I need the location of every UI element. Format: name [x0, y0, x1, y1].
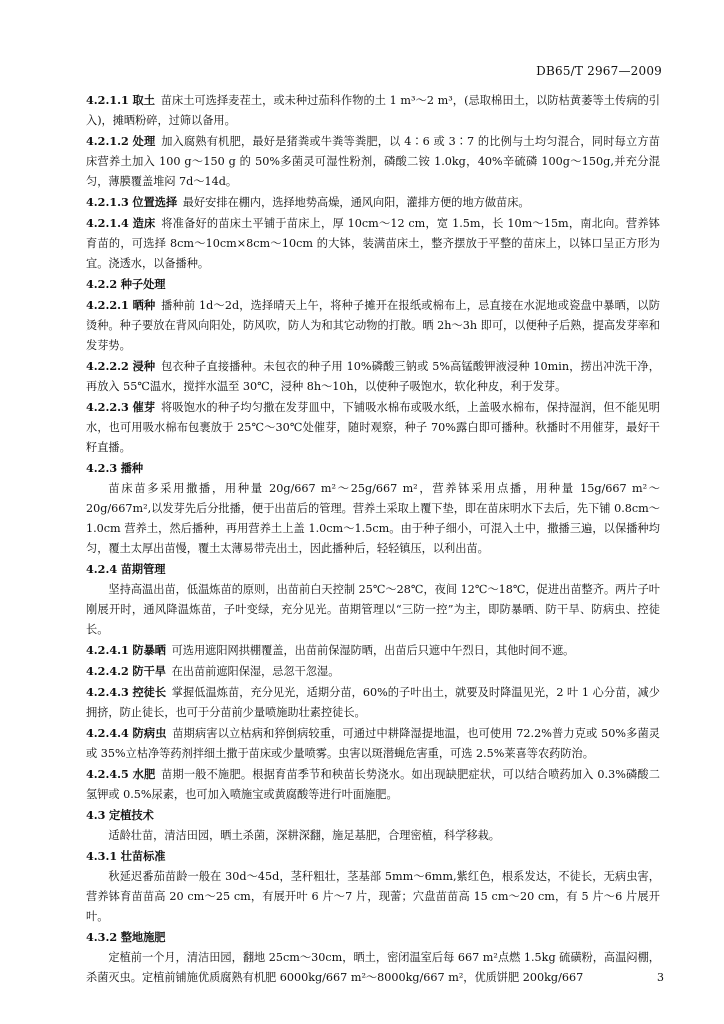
clause-title: 浸种 [132, 359, 156, 373]
clause-title: 催芽 [132, 400, 156, 414]
clause-paragraph [86, 295, 660, 356]
clause-title: 晒种 [132, 298, 156, 312]
paragraph-text: 苗床苗多采用撒播，用种量 20g/667 m²～25g/667 m²，营养钵采用点播，用种量 15g/667 m²～20g/667m²,以发芽先后分批播，便于出苗后的管理。营养土采取上覆下垫，即在苗床明水下去后，先下铺 0.8cm～1.0cm 营养土，然后播种，再用营养土上盖 1.0cm～1.5cm。由于种子细小，可混入土中，撒播三遍，以保播种均匀，覆土太厚出苗慢，覆土太薄易带壳出土，因此播种后，轻轻镇压，以利出苗。 [86, 482, 660, 555]
clause-title: 苗期管理 [120, 562, 166, 576]
document-body [86, 90, 660, 988]
clause-title: 播种 [120, 461, 144, 475]
clause-text: 掌握低温炼苗，充分见光，适期分苗，60%的子叶出土，就要及时降温见光，2 叶 1 心分苗，减少拥挤，防止徒长，也可于分苗前少量喷施助壮素控徒长。 [86, 686, 660, 719]
clause-number: 4.3.2 [86, 930, 118, 944]
clause-title: 防病虫 [132, 726, 167, 740]
clause-paragraph [86, 213, 660, 274]
clause-title: 种子处理 [120, 277, 166, 291]
section-heading [86, 274, 660, 295]
clause-title: 控徒长 [132, 685, 167, 699]
clause-number: 4.3.1 [86, 849, 118, 863]
clause-text: 将准备好的苗床土平铺于苗床上，厚 10cm～12 cm，宽 1.5m，长 10m～15m，南北向。营养钵育苗的，可选择 8cm～10cm×8cm～10cm 的大钵，装满苗床土，整齐摆放于平整的苗床上，以钵口呈正方形为宜。浇透水，以备播种。 [86, 217, 660, 270]
clause-number: 4.2.2 [86, 277, 118, 291]
clause-number: 4.3 [86, 808, 106, 822]
clause-title: 造床 [132, 216, 156, 230]
clause-text: 苗期病害以立枯病和猝倒病较重，可通过中耕降湿提地温，也可使用 72.2%普力克或 50%多菌灵或 35%立枯净等药剂拌细土撒于苗床或少量喷雾。虫害以斑潜蝇危害重，可选 2.5%莱喜等农药防治。 [86, 727, 660, 760]
clause-number: 4.2.4.5 [86, 767, 129, 781]
clause-text: 播种前 1d～2d，选择晴天上午，将种子摊开在报纸或棉布上，忌直接在水泥地或瓷盘中暴晒，以防烫种。种子要放在背风向阳处，防风吹，防人为和其它动物的打散。晒 2h～3h 即可，以便种子后熟，提高发芽率和发芽势。 [86, 299, 660, 352]
clause-title: 水肥 [132, 767, 156, 781]
paragraph-text: 适龄壮苗，清洁田园，晒土杀菌，深耕深翻，施足基肥，合理密植，科学移栽。 [108, 829, 500, 842]
clause-text: 加入腐熟有机肥，最好是猪粪或牛粪等粪肥，以 4∶6 或 3∶7 的比例与土均匀混合，同时每立方苗床营养土加入 100 g～150 g 的 50%多菌灵可湿性粉剂，磷酸二铵 1.0kg，40%辛硫磷 100g～150g,并充分混匀，薄膜覆盖堆闷 7d～14d。 [86, 135, 660, 188]
section-heading [86, 458, 660, 479]
clause-text: 将吸饱水的种子均匀撒在发芽皿中，下铺吸水棉布或吸水纸，上盖吸水棉布，保持湿润，但不能见明水，也可用吸水棉布包裹放于 25℃～30℃处催芽，随时观察，种子 70%露白即可播种。秋播时不用催芽，最好干籽直播。 [86, 401, 660, 454]
section-heading [86, 805, 660, 826]
clause-paragraph [86, 661, 660, 682]
clause-number: 4.2.1.2 [86, 134, 129, 148]
body-paragraph [86, 948, 660, 988]
clause-number: 4.2.4.1 [86, 643, 129, 657]
clause-paragraph [86, 397, 660, 458]
clause-title: 定植技术 [109, 808, 154, 822]
clause-number: 4.2.3 [86, 461, 118, 475]
paragraph-text: 秋延迟番茄苗龄一般在 30d～45d，茎秆粗壮，茎基部 5mm～6mm,紫红色，根系发达，不徒长，无病虫害，营养钵育苗苗高 20 cm～25 cm，有展开叶 6 片～7 片，现蕾；穴盘苗苗高 15 cm～20 cm，有 5 片～6 片展开叶。 [86, 870, 660, 923]
clause-number: 4.2.4.2 [86, 664, 129, 678]
page-number: 3 [657, 971, 664, 984]
clause-text: 可选用遮阳网拱棚覆盖，出苗前保湿防晒，出苗后只遮中午烈日，其他时间不遮。 [171, 644, 575, 657]
clause-number: 4.2.2.2 [86, 359, 129, 373]
paragraph-text: 定植前一个月，清洁田园，翻地 25cm～30cm，晒土，密闭温室后每 667 m²点燃 1.5kg 硫磺粉，高温闷棚，杀菌灭虫。定植前铺施优质腐熟有机肥 6000kg/667 m²～8000kg/667 m²，优质饼肥 200kg/667 [86, 951, 660, 984]
body-paragraph [86, 479, 660, 559]
section-heading [86, 927, 660, 948]
clause-paragraph [86, 131, 660, 192]
clause-number: 4.2.4 [86, 562, 118, 576]
clause-text: 包衣种子直接播种。未包衣的种子用 10%磷酸三钠或 5%高锰酸钾液浸种 10min，捞出冲洗干净，再放入 55℃温水，搅拌水温至 30℃，浸种 8h～10h，以使种子吸饱水，软化种皮，利于发芽。 [86, 360, 660, 393]
clause-paragraph [86, 640, 660, 661]
clause-number: 4.2.1.4 [86, 216, 129, 230]
clause-number: 4.2.1.3 [86, 195, 129, 209]
clause-paragraph [86, 723, 660, 764]
clause-paragraph [86, 764, 660, 805]
body-paragraph [86, 580, 660, 640]
clause-title: 取土 [132, 93, 156, 107]
clause-title: 防暴晒 [132, 643, 166, 657]
clause-paragraph [86, 192, 660, 213]
clause-title: 位置选择 [132, 195, 178, 209]
clause-text: 苗床土可选择麦茬土，或未种过茄科作物的土 1 m³～2 m³，(忌取棉田土，以防枯黄萎等土传病的引入)，摊晒粉碎，过筛以备用。 [86, 94, 660, 127]
clause-paragraph [86, 356, 660, 397]
clause-number: 4.2.1.1 [86, 93, 129, 107]
clause-text: 苗期一般不施肥。根据育苗季节和秧苗长势浇水。如出现缺肥症状，可以结合喷药加入 0.3%磷酸二氢钾或 0.5%尿素，也可加入喷施宝或黄腐酸等进行叶面施肥。 [86, 768, 660, 801]
clause-text: 最好安排在棚内，选择地势高燥，通风向阳，灌排方便的地方做苗床。 [182, 196, 530, 209]
clause-text: 在出苗前遮阳保湿，忌忽干忽湿。 [171, 665, 340, 678]
clause-paragraph [86, 90, 660, 131]
standard-code: DB65/T 2967—2009 [536, 64, 662, 78]
clause-number: 4.2.4.4 [86, 726, 129, 740]
clause-title: 防干旱 [132, 664, 166, 678]
clause-title: 处理 [132, 134, 156, 148]
section-heading [86, 559, 660, 580]
clause-paragraph [86, 682, 660, 723]
paragraph-text: 坚持高温出苗，低温炼苗的原则，出苗前白天控制 25℃～28℃，夜间 12℃～18℃，促进出苗整齐。两片子叶刚展开时，通风降温炼苗，子叶变绿，充分见光。苗期管理以“三防一控”为主，即防暴晒、防干旱、防病虫、控徒长。 [86, 583, 660, 636]
clause-number: 4.2.2.3 [86, 400, 129, 414]
clause-number: 4.2.4.3 [86, 685, 129, 699]
clause-number: 4.2.2.1 [86, 298, 129, 312]
body-paragraph [86, 826, 660, 846]
clause-title: 壮苗标准 [120, 849, 166, 863]
clause-title: 整地施肥 [120, 930, 166, 944]
section-heading [86, 846, 660, 867]
body-paragraph [86, 867, 660, 927]
